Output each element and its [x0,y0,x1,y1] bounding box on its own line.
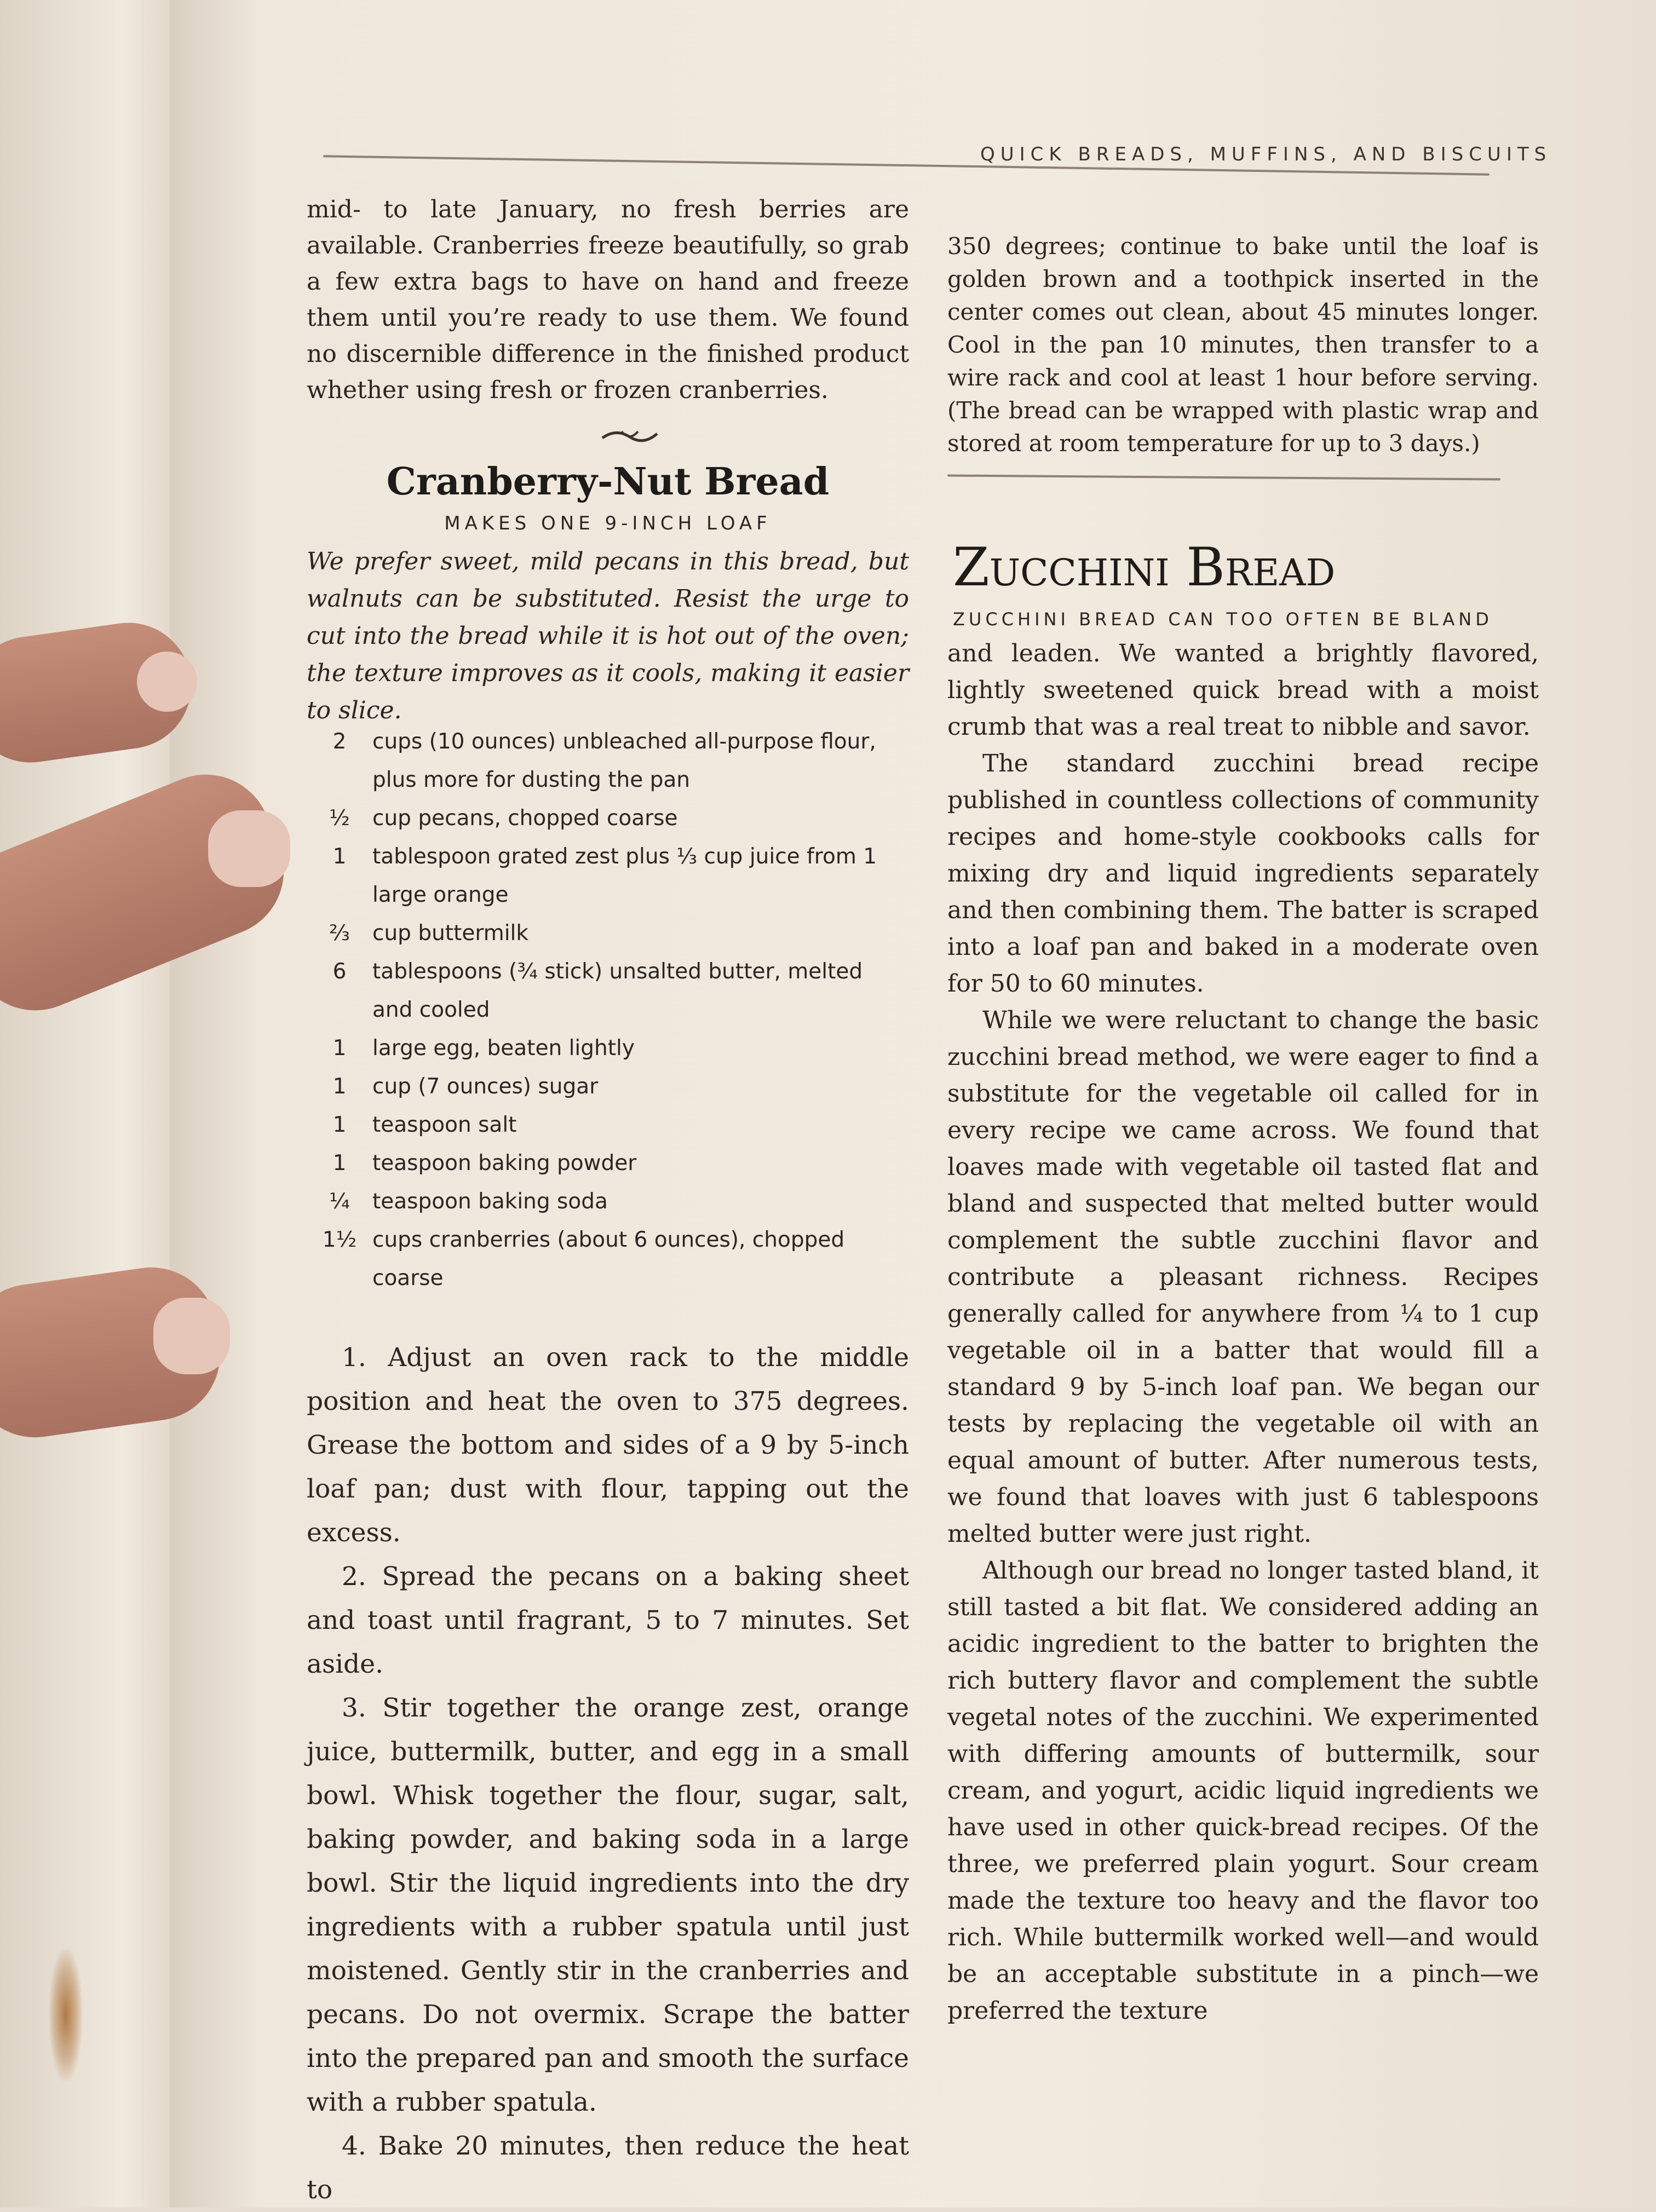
ingredient-row [307,799,909,838]
ingredient-qty: 1 [332,1151,347,1176]
running-head: QUICK BREADS, MUFFINS, AND BISCUITS [980,143,1552,165]
ingredient-qty: 6 [332,959,347,984]
recipe-steps [307,1336,909,2212]
left-column-continued-text [307,192,909,408]
ingredient-qty: ⅔ [329,921,350,946]
recipe-step: 3. Stir together the orange zest, orange juice, buttermilk, butter, and egg in a small bowl. Whisk together the flour, sugar, salt, baking powder, and baking soda in a large bowl. Stir the liquid ingredients into the dry ingredients with a rubber spatula until just moistened. Gently stir in the cranberries and pecans. Do not overmix. Scrape the batter into the prepared pan and smooth the surface with a rubber spatula. [307,1693,909,2117]
ingredient-row [307,1183,909,1221]
book-gutter [0,0,175,2208]
ingredient-text: large egg, beaten lightly [372,1036,635,1061]
ingredient-qty: 1 [332,844,347,869]
ingredient-row [307,914,909,953]
ingredient-text: cups (10 ounces) unbleached all-purpose flour, plus more for dusting the pan [372,729,876,792]
fingernail [208,810,290,887]
ingredient-list [307,723,909,1298]
ingredient-text: teaspoon baking powder [372,1151,637,1176]
ingredient-row [307,953,909,1029]
ingredient-qty: ¼ [329,1189,350,1214]
ingredient-text: cup pecans, chopped coarse [372,806,678,831]
recipe-yield: MAKES ONE 9-INCH LOAF [444,512,772,534]
recipe-step: 2. Spread the pecans on a baking sheet and toast until fragrant, 5 to 7 minutes. Set aside. [307,1562,909,1679]
recipe-step: 4. Bake 20 minutes, then reduce the heat to [307,2131,909,2205]
ornament-icon [600,425,660,447]
ingredient-text: cup (7 ounces) sugar [372,1074,599,1099]
recipe-title: Cranberry-Nut Bread [386,460,830,504]
ingredient-qty: ½ [329,806,350,831]
ingredient-text: cups cranberries (about 6 ounces), chopped coarse [372,1228,845,1291]
ingredient-qty: 1 [332,1074,347,1099]
ingredient-row [307,723,909,799]
recipe-step: 1. Adjust an oven rack to the middle position and heat the oven to 375 degrees. Grease the bottom and sides of a 9 by 5-inch loaf pan; dust with flour, tapping out the excess. [307,1343,909,1548]
section-title: Zucchini Bread [953,537,1336,598]
section-lead-caps: ZUCCHINI BREAD CAN TOO OFTEN BE BLAND [953,609,1493,630]
section-lead-rest: and leaden. We wanted a brightly flavored, lightly sweetened quick bread with a moist crumb that was a real treat to nibble and savor. [947,640,1539,741]
continued-paragraph: mid- to late January, no fresh berries are available. Cranberries freeze beautifully, so grab a few extra bags to have on hand and freeze them until you’re ready to use them. We found no discernible difference in the finished product whether using fresh or frozen cranberries. [307,195,909,404]
ingredient-row [307,838,909,914]
ingredient-row [307,1068,909,1106]
fingernail [153,1298,230,1374]
ingredient-text: tablespoons (¾ stick) unsalted butter, melted and cooled [372,959,863,1022]
ingredient-text: teaspoon baking soda [372,1189,608,1214]
ingredient-qty: 1½ [322,1228,357,1252]
ingredient-qty: 1 [332,1036,347,1061]
ingredient-text: cup buttermilk [372,921,528,946]
fingernail [137,652,197,712]
right-column-continued-step [947,230,1539,460]
page-stain [49,1949,82,2081]
ingredient-row [307,1106,909,1144]
body-paragraph: While we were reluctant to change the basic zucchini bread method, we were eager to find a substitute for the vegetable oil called for in every recipe we came across. We found that loaves made with vegetable oil tasted flat and bland and suspected that melted butter would complement the subtle zucchini flavor and contribute a pleasant richness. Recipes generally called for anywhere from ¼ to 1 cup vegetable oil in a batter that would fill a standard 9 by 5-inch loaf pan. We began our tests by replacing the vegetable oil with an equal amount of butter. After numerous tests, we found that loaves with just 6 tablespoons melted butter were just right. [947,1006,1539,1548]
ingredient-qty: 1 [332,1113,347,1137]
zucchini-body [947,635,1539,2029]
ingredient-text: teaspoon salt [372,1113,517,1137]
ingredient-row [307,1029,909,1068]
ingredient-row [307,1221,909,1298]
ingredient-text: tablespoon grated zest plus ⅓ cup juice from 1 large orange [372,844,877,907]
continued-step: 350 degrees; continue to bake until the loaf is golden brown and a toothpick inserted in the center comes out clean, about 45 minutes longer. Cool in the pan 10 minutes, then transfer to a wire rack and cool at least 1 hour before serving. (The bread can be wrapped with plastic wrap and stored at room temperature for up to 3 days.) [947,233,1539,457]
body-paragraph: The standard zucchini bread recipe published in countless collections of community recipes and home-style cookbooks calls for mixing dry and liquid ingredients separately and then combining them. The batter is scraped into a loaf pan and baked in a moderate oven for 50 to 60 minutes. [947,750,1539,998]
ingredient-qty: 2 [332,729,347,754]
body-paragraph: Although our bread no longer tasted bland, it still tasted a bit flat. We considered adding an acidic ingredient to the batter to brighten the rich buttery flavor and complement the subtle vegetal notes of the zucchini. We experimented with differing amounts of buttermilk, sour cream, and yogurt, acidic liquid ingredients we have used in other quick-bread recipes. Of the three, we preferred plain yogurt. Sour cream made the texture too heavy and the flavor too rich. While buttermilk worked well—and would be an acceptable substitute in a pinch—we preferred the texture [947,1557,1539,2025]
ingredient-row [307,1144,909,1183]
recipe-intro: We prefer sweet, mild pecans in this bread, but walnuts can be substituted. Resist the urge to cut into the bread while it is hot out of the oven; the texture improves as it cools, making it easier to slice. [307,548,909,724]
